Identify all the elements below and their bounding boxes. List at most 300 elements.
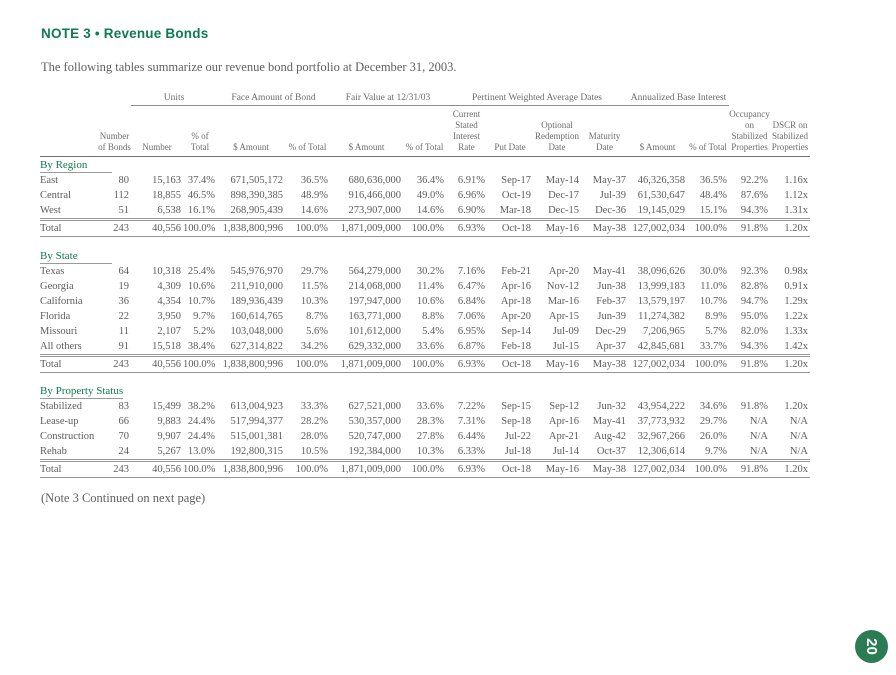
table-cell: Stabilized [40,401,82,412]
table-cell: 1,838,800,996 [217,461,285,478]
table-cell: 671,505,172 [230,175,283,186]
table-cell: Jun-39 [597,310,626,322]
table-cell: East [40,175,59,186]
table-cell: 87.6% [740,190,768,201]
table-cell: 243 [98,220,131,237]
table-cell: 12,306,614 [628,444,687,461]
table-cell: 26.0% [699,431,727,442]
table-cell: 37,773,932 [637,416,685,427]
table-cell: 7,206,965 [643,325,685,337]
table-cell: 520,747,000 [348,431,401,442]
table-cell: 7.22% [457,401,485,412]
table-cell: 211,910,000 [230,280,283,292]
table-cell: 11.0% [700,280,727,292]
table-row [40,461,810,478]
table-cell: 127,002,034 [628,220,687,237]
table-cell: 28.0% [300,431,328,442]
table-cell: 11 [118,325,129,337]
table-cell: 38.4% [183,339,217,356]
table-cell: Total [40,220,98,237]
table-cell: 214,068,000 [348,280,401,292]
table-cell: 25.4% [187,265,215,277]
table-cell: 1.31x [770,203,810,220]
table-cell: 48.4% [699,190,727,201]
table-cell: 2,107 [157,325,181,337]
column-header-put-date: Put Date [487,105,533,156]
table-cell: Oct-37 [581,444,628,461]
table-cell: May-41 [592,416,626,427]
table-cell: 40,556 [131,355,183,372]
table-cell: 6.95% [457,325,485,337]
table-cell: 6,538 [131,203,183,220]
table-cell: Oct-18 [487,355,533,372]
table-cell: 545,976,970 [230,265,283,277]
table-cell: 6.91% [457,175,485,186]
table-cell: Dec-36 [581,203,628,220]
table-cell: 46.5% [187,190,215,201]
section-spacer [40,237,810,247]
table-cell: 1,838,800,996 [217,355,285,372]
table-cell: Texas [40,265,65,277]
table-cell: 1,871,009,000 [330,461,403,478]
table-cell: 100.0% [285,220,330,237]
table-cell: 7.16% [457,265,485,277]
column-header-face-amount: $ Amount [217,105,285,156]
table-cell: 95.0% [740,310,768,322]
table-cell: 4,354 [157,295,181,307]
table-cell: Apr-16 [548,416,579,427]
group-header-face-amount: Face Amount of Bond [217,90,330,105]
table-cell: 627,521,000 [348,401,401,412]
table-cell: 82.0% [740,325,768,337]
section-label: By Region [40,159,88,171]
table-cell: Jul-14 [533,444,581,461]
table-cell: 5.4% [422,325,444,337]
table-cell: 10.7% [699,295,727,307]
group-header-fair-value: Fair Value at 12/31/03 [330,90,446,105]
column-header-annualized-pct: % of Total [687,105,729,156]
table-cell: 36.4% [416,175,444,186]
table-cell: 15,163 [152,175,181,186]
table-cell: 613,004,923 [230,401,283,412]
table-cell: 1.20x [784,401,808,412]
table-cell: Oct-18 [487,461,533,478]
table-cell: 6.84% [457,295,485,307]
group-header-weighted-average-dates: Pertinent Weighted Average Dates [446,90,628,105]
table-cell: Lease-up [40,416,79,427]
table-cell: 38,096,626 [637,265,685,277]
page-title: NOTE 3 • Revenue Bonds [41,26,209,41]
table-cell: 10.3% [403,444,446,461]
table-cell: Nov-12 [546,280,579,292]
table-cell: 515,001,381 [230,431,283,442]
table-cell: 100.0% [687,220,729,237]
table-cell: 51 [98,203,131,220]
table-row [40,414,810,429]
table-cell: 100.0% [687,461,729,478]
table-cell: Mar-18 [487,203,533,220]
table-row [40,173,810,188]
table-cell: Oct-19 [501,190,531,201]
table-cell: Apr-18 [500,295,531,307]
table-cell: 8.8% [422,310,444,322]
table-cell: Sep-14 [501,325,531,337]
table-cell: 916,466,000 [348,190,401,201]
table-cell: 19 [118,280,129,292]
table-cell: 10.3% [300,295,328,307]
table-cell: 33.6% [403,339,446,356]
table-cell: May-37 [592,175,626,186]
table-cell: 91.8% [740,401,768,412]
table-cell: Oct-18 [487,220,533,237]
table-cell: 6.87% [446,339,487,356]
table-cell: 49.0% [416,190,444,201]
table-cell: Jul-22 [504,431,531,442]
table-cell: California [40,295,83,307]
table-cell: 100.0% [285,461,330,478]
table-cell: 103,048,000 [230,325,283,337]
continuation-note: (Note 3 Continued on next page) [41,491,206,505]
table-cell: 80 [118,175,129,186]
table-cell: 6.93% [446,461,487,478]
table-cell: 40,556 [131,220,183,237]
table-cell: 160,614,765 [230,310,283,322]
column-header-number-of-bonds: Number of Bonds [98,105,131,156]
table-cell: 10.7% [187,295,215,307]
table-cell: 15,499 [152,401,181,412]
table-body [40,156,810,488]
table-cell: May-38 [581,355,628,372]
table-cell: 5.7% [705,325,727,337]
table-row [40,355,810,372]
table-cell: N/A [789,416,808,427]
table-cell: Apr-20 [548,265,579,277]
table-cell: Mar-16 [547,295,579,307]
table-cell: Apr-15 [548,310,579,322]
table-cell: 1,871,009,000 [330,355,403,372]
table-cell: Jul-18 [487,444,533,461]
table-cell: 6.90% [446,203,487,220]
table-cell: 627,314,822 [217,339,285,356]
table-row [40,264,810,279]
table-cell: 29.7% [699,416,727,427]
table-cell: 273,907,000 [330,203,403,220]
table-cell: 7.31% [457,416,485,427]
table-cell: 33.7% [687,339,729,356]
table-cell: 6.96% [457,190,485,201]
section-spacer [40,478,810,488]
table-cell: 13,579,197 [637,295,685,307]
group-header-annualized-base-interest: Annualized Base Interest [628,90,729,105]
table-cell: 10.5% [285,444,330,461]
table-cell: 36.5% [699,175,727,186]
page-number: 20 [863,638,880,655]
page-number-badge [855,630,888,663]
table-cell: May-14 [545,175,579,186]
table-cell: 517,994,377 [230,416,283,427]
table-cell: 1,838,800,996 [217,220,285,237]
table-cell: 70 [118,431,129,442]
table-cell: 1.20x [770,461,810,478]
table-header [40,90,810,156]
table-cell: 22 [118,310,129,322]
table-cell: Central [40,190,71,201]
table-cell: 42,845,681 [628,339,687,356]
table-cell: 8.9% [705,310,727,322]
table-row [40,188,810,203]
table-cell: 127,002,034 [628,355,687,372]
table-cell: 92.3% [740,265,768,277]
table-cell: 91.8% [729,461,770,478]
section-label-row [40,156,810,173]
table-cell: 189,936,439 [230,295,283,307]
table-cell: Construction [40,431,95,442]
table-row [40,279,810,294]
table-cell: 94.3% [729,203,770,220]
table-cell: Rehab [40,444,98,461]
table-cell: Sep-18 [501,416,531,427]
table-cell: 8.7% [306,310,328,322]
table-cell: 100.0% [183,355,217,372]
table-cell: Feb-18 [487,339,533,356]
table-cell: 7.06% [457,310,485,322]
table-cell: Aug-42 [593,431,626,442]
table-cell: 1.42x [770,339,810,356]
table-cell: N/A [749,431,768,442]
table-cell: N/A [749,416,768,427]
table-cell: 24.4% [187,431,215,442]
table-cell: 197,947,000 [348,295,401,307]
table-cell: May-16 [533,461,581,478]
table-cell: 11,274,382 [638,310,685,322]
table-cell: 6.47% [457,280,485,292]
table-cell: 6.93% [446,220,487,237]
table-cell: 13.0% [183,444,217,461]
table-cell: 34.2% [285,339,330,356]
table-cell: 36.5% [300,175,328,186]
table-cell: 192,800,315 [217,444,285,461]
table-cell: May-16 [533,355,581,372]
column-header-row [40,105,810,156]
table-cell: 112 [113,190,129,201]
column-header-dscr: DSCR on Stabilized Properties [770,105,810,156]
table-row [40,203,810,220]
table-cell: Jul-09 [552,325,579,337]
table-cell: 28.2% [300,416,328,427]
table-cell: 27.8% [416,431,444,442]
table-cell: Missouri [40,325,78,337]
table-row [40,294,810,309]
intro-text: The following tables summarize our revenue bond portfolio at December 31, 2003. [41,60,457,74]
column-header-interest-rate: Current Stated Interest Rate [446,105,487,156]
table-cell: N/A [770,444,810,461]
table-cell: Sep-12 [549,401,579,412]
table-cell: 9,883 [157,416,181,427]
table-cell: Sep-15 [501,401,531,412]
table-cell: 192,384,000 [330,444,403,461]
table-cell: 100.0% [183,461,217,478]
table-cell: 5.2% [193,325,215,337]
group-header-row [40,90,810,105]
table-cell: 1,871,009,000 [330,220,403,237]
table-cell: 898,390,385 [230,190,283,201]
section-label-row [40,382,810,399]
table-row [40,309,810,324]
table-cell: Dec-29 [595,325,626,337]
table-cell: 15,518 [131,339,183,356]
table-cell: Apr-16 [500,280,531,292]
table-cell: 64 [118,265,129,277]
table-cell: 100.0% [285,355,330,372]
table-cell: 16.1% [183,203,217,220]
table-cell: 34.6% [699,401,727,412]
table-cell: 1.33x [784,325,808,337]
table-cell: 100.0% [687,355,729,372]
table-cell: 48.9% [300,190,328,201]
table-cell: 33.6% [416,401,444,412]
table-cell: 101,612,000 [348,325,401,337]
table-cell: 36 [118,295,129,307]
table-cell: 0.91x [784,280,808,292]
table-row [40,444,810,461]
column-header-redemption-date: Optional Redemption Date [533,105,581,156]
table-cell: 83 [118,401,129,412]
table-cell: Total [40,461,98,478]
table-cell: Apr-37 [581,339,628,356]
group-header-units: Units [131,90,217,105]
table-cell: 564,279,000 [348,265,401,277]
table-cell: 32,967,266 [637,431,685,442]
table-cell: 268,905,439 [217,203,285,220]
table-cell: 19,145,029 [628,203,687,220]
table-cell: Jul-15 [533,339,581,356]
table-cell: 680,636,000 [348,175,401,186]
column-header-maturity-date: Maturity Date [581,105,628,156]
table-cell: 15.1% [687,203,729,220]
table-cell: All others [40,339,98,356]
table-row [40,220,810,237]
table-cell: 91.8% [729,355,770,372]
table-cell: 43,954,222 [637,401,685,412]
table-cell: 243 [98,461,131,478]
table-cell: 243 [98,355,131,372]
table-cell: 5.6% [306,325,328,337]
table-cell: 1.20x [770,220,810,237]
table-cell: 33.3% [300,401,328,412]
table-cell: 10.6% [187,280,215,292]
table-cell: 0.98x [784,265,808,277]
table-cell: 24 [98,444,131,461]
table-cell: 9,907 [157,431,181,442]
table-cell: May-38 [581,220,628,237]
table-cell: 40,556 [131,461,183,478]
table-cell: 10,318 [152,265,181,277]
table-cell: 9.7% [687,444,729,461]
table-cell: Feb-37 [596,295,626,307]
table-cell: 6.93% [446,355,487,372]
table-cell: 30.2% [416,265,444,277]
table-cell: 11.4% [417,280,444,292]
table-cell: Sep-17 [501,175,531,186]
table-cell: 1.16x [784,175,808,186]
table-cell: 66 [118,416,129,427]
table-row [40,339,810,356]
table-cell: 24.4% [187,416,215,427]
table-cell: 14.6% [403,203,446,220]
table-cell: Jul-39 [599,190,626,201]
column-header-units-number: Number [131,105,183,156]
table-cell: 6.44% [457,431,485,442]
column-header-fair-amount: $ Amount [330,105,403,156]
table-cell: 1.20x [770,355,810,372]
table-cell: 10.6% [416,295,444,307]
table-row [40,429,810,444]
table-cell: May-41 [592,265,626,277]
table-cell: N/A [789,431,808,442]
table-cell: 100.0% [403,220,446,237]
table-cell: 13,999,183 [637,280,685,292]
table-cell: 30.0% [699,265,727,277]
table-cell: Georgia [40,280,74,292]
table-cell: 100.0% [403,355,446,372]
table-cell: 4,309 [157,280,181,292]
table-cell: 92.2% [740,175,768,186]
table-cell: 1.12x [784,190,808,201]
table-cell: West [40,203,98,220]
table-cell: N/A [729,444,770,461]
table-cell: 29.7% [300,265,328,277]
table-cell: Feb-21 [501,265,531,277]
column-header-annualized-amount: $ Amount [628,105,687,156]
table-cell: 46,326,358 [637,175,685,186]
table-cell: 28.3% [416,416,444,427]
table-cell: 94.7% [740,295,768,307]
group-header-spacer [729,90,810,105]
table-cell: 1.22x [784,310,808,322]
column-header-face-pct: % of Total [285,105,330,156]
table-cell: May-38 [581,461,628,478]
column-header-occupancy: Occupancy on Stabilized Properties [729,105,770,156]
table-cell: 91.8% [729,220,770,237]
table-cell: 91 [98,339,131,356]
table-cell: 14.6% [285,203,330,220]
table-cell: 530,357,000 [348,416,401,427]
table-cell: 94.3% [729,339,770,356]
table-cell: Dec-17 [548,190,579,201]
table-cell: 37.4% [187,175,215,186]
table-cell: Apr-21 [548,431,579,442]
section-label-row [40,247,810,264]
table-row [40,399,810,414]
table-cell: 127,002,034 [628,461,687,478]
table-cell: May-16 [533,220,581,237]
table-cell: 163,771,000 [348,310,401,322]
column-header-fair-pct: % of Total [403,105,446,156]
table-cell: 6.33% [446,444,487,461]
table-cell: Florida [40,310,71,322]
table-cell: 100.0% [403,461,446,478]
column-header-units-pct: % of Total [183,105,217,156]
revenue-bonds-table [40,90,810,488]
section-label: By Property Status [40,385,124,397]
table-cell: 5,267 [131,444,183,461]
section-spacer [40,372,810,382]
table-cell: 100.0% [183,220,217,237]
column-header-row-label [40,105,98,156]
table-cell: Dec-15 [533,203,581,220]
table-cell: 11.5% [301,280,328,292]
table-cell: Jun-38 [597,280,626,292]
